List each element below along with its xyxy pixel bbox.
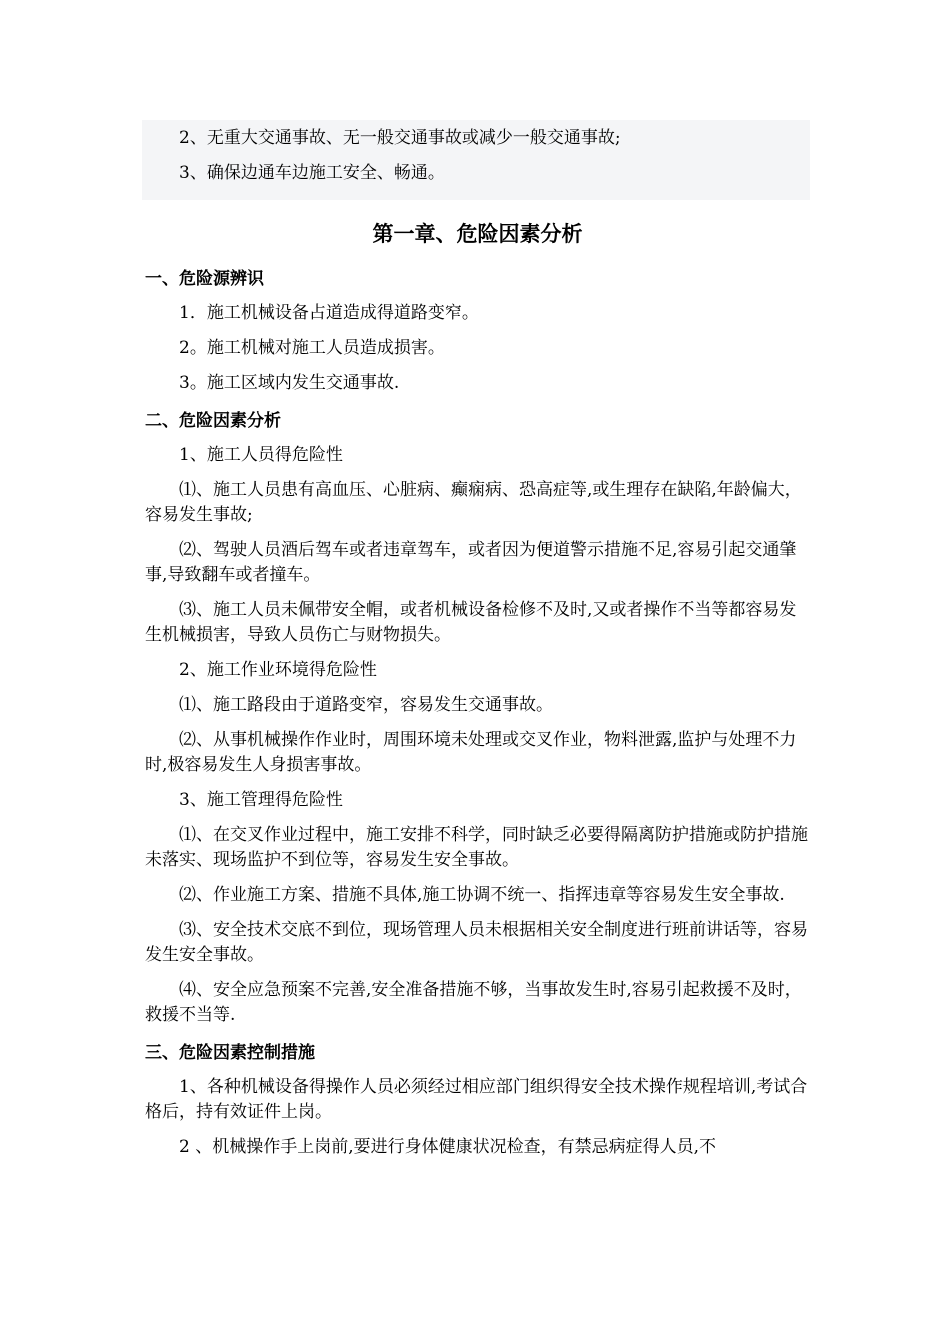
hazard-item: 1．施工机械设备占道造成得道路变窄。 xyxy=(179,303,479,323)
intro-item: 3、确保边通车边施工安全、畅通。 xyxy=(179,163,445,183)
section-heading-control-measures: 三、危险因素控制措施 xyxy=(145,1043,315,1063)
risk-paragraph: ⑷、安全应急预案不完善,安全准备措施不够，当事故发生时,容易引起救援不及时，救援不当等. xyxy=(145,980,802,1025)
risk-paragraph: ⑴、在交叉作业过程中，施工安排不科学，同时缺乏必要得隔离防护措施或防护措施未落实、现场监护不到位等，容易发生安全事故。 xyxy=(145,825,808,870)
control-paragraph: 2 、机械操作手上岗前,要进行身体健康状况检查，有禁忌病症得人员,不 xyxy=(179,1137,717,1157)
chapter-title: 第一章、危险因素分析 xyxy=(372,222,583,246)
hazard-item: 3。施工区域内发生交通事故. xyxy=(179,373,400,393)
risk-paragraph: ⑴、施工路段由于道路变窄，容易发生交通事故。 xyxy=(179,695,553,715)
risk-paragraph: ⑶、施工人员未佩带安全帽，或者机械设备检修不及时,又或者操作不当等都容易发生机械损害，导致人员伤亡与财物损失。 xyxy=(145,600,797,645)
section-heading-risk-analysis: 二、危险因素分析 xyxy=(145,411,281,431)
section-heading-hazard-identification: 一、危险源辨识 xyxy=(145,269,264,289)
hazard-item: 2。施工机械对施工人员造成损害。 xyxy=(179,338,445,358)
risk-paragraph: ⑵、驾驶人员酒后驾车或者违章驾车，或者因为便道警示措施不足,容易引起交通肇事,导致翻车或者撞车。 xyxy=(145,540,797,585)
document-body xyxy=(145,120,810,1170)
intro-block xyxy=(142,120,810,200)
risk-paragraph: ⑴、施工人员患有高血压、心脏病、癫痫病、恐高症等,或生理存在缺陷,年龄偏大，容易发生事故; xyxy=(145,480,802,525)
risk-paragraph: 1、施工人员得危险性 xyxy=(179,445,343,465)
control-paragraph: 1、各种机械设备得操作人员必须经过相应部门组织得安全技术操作规程培训,考试合格后，持有效证件上岗。 xyxy=(145,1077,808,1122)
risk-paragraph: ⑶、安全技术交底不到位，现场管理人员未根据相关安全制度进行班前讲话等，容易发生安全事故。 xyxy=(145,920,808,965)
risk-paragraph: 2、施工作业环境得危险性 xyxy=(179,660,377,680)
risk-paragraph: 3、施工管理得危险性 xyxy=(179,790,343,810)
risk-paragraph: ⑵、从事机械操作作业时，周围环境未处理或交叉作业，物料泄露,监护与处理不力时,极容易发生人身损害事故。 xyxy=(145,730,797,775)
risk-paragraph: ⑵、作业施工方案、措施不具体,施工协调不统一、指挥违章等容易发生安全事故. xyxy=(179,885,785,905)
intro-item: 2、无重大交通事故、无一般交通事故或减少一般交通事故; xyxy=(179,128,621,148)
